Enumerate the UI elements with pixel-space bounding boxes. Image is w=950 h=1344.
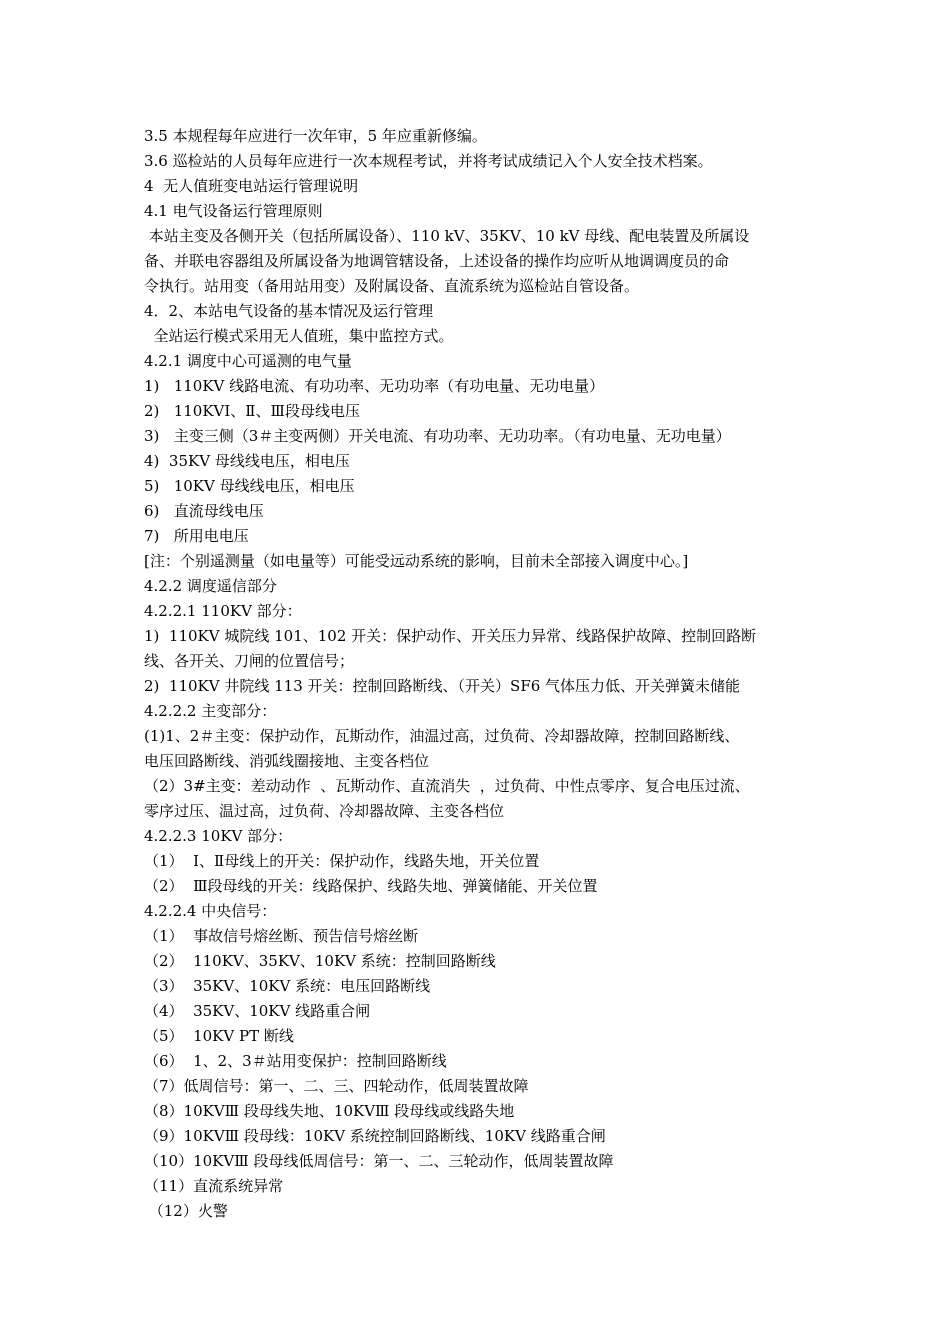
list-item: （1） 事故信号熔丝断、预告信号熔丝断 <box>144 927 419 945</box>
text-line: 零序过压、温过高，过负荷、冷却器故障、主变各档位 <box>144 802 505 820</box>
subsection-heading: 4.2.2.3 10KV 部分： <box>144 827 293 845</box>
list-item: 1) 110KV 线路电流、有功功率、无功功率（有功电量、无功电量） <box>144 377 605 395</box>
list-item: 7) 所用电电压 <box>144 527 249 545</box>
subsection-heading: 4.2.1 调度中心可遥测的电气量 <box>144 352 352 370</box>
list-item: 2) 110KV 井院线 113 开关：控制回路断线、（开关）SF6 气体压力低、开关弹簧未储能 <box>144 677 741 695</box>
list-item: （7）低周信号：第一、二、三、四轮动作，低周装置故障 <box>144 1077 529 1095</box>
list-item: （10）10KVⅢ 段母线低周信号：第一、二、三轮动作，低周装置故障 <box>144 1152 614 1170</box>
text-line: 令执行。站用变（备用站用变）及附属设备、直流系统为巡检站自管设备。 <box>144 277 640 295</box>
list-item: （2） Ⅲ段母线的开关：线路保护、线路失地、弹簧储能、开关位置 <box>144 877 598 895</box>
list-item: 2) 110KVⅠ、Ⅱ、Ⅲ段母线电压 <box>144 402 360 420</box>
subsection-heading: 4.2.2.1 110KV 部分： <box>144 602 302 620</box>
note-line: [注：个别遥测量（如电量等）可能受远动系统的影响，目前未全部接入调度中心。] <box>144 552 689 570</box>
list-item: （12）火警 <box>144 1202 228 1220</box>
text-line: 3.6 巡检站的人员每年应进行一次本规程考试，并将考试成绩记入个人安全技术档案。 <box>144 152 713 170</box>
subsection-heading: 4．2、本站电气设备的基本情况及运行管理 <box>144 302 434 320</box>
text-line: 3.5 本规程每年应进行一次年审，5 年应重新修编。 <box>144 127 487 145</box>
document-body <box>144 124 814 1224</box>
list-item: 4) 35KV 母线线电压，相电压 <box>144 452 350 470</box>
subsection-heading: 4.1 电气设备运行管理原则 <box>144 202 323 220</box>
subsection-heading: 4.2.2.2 主变部分： <box>144 702 277 720</box>
list-item: （3） 35KV、10KV 系统：电压回路断线 <box>144 977 431 995</box>
list-item: （2） 110KV、35KV、10KV 系统：控制回路断线 <box>144 952 496 970</box>
list-item: （6） 1、2、3＃站用变保护：控制回路断线 <box>144 1052 447 1070</box>
text-line: 全站运行模式采用无人值班，集中监控方式。 <box>144 327 454 345</box>
list-item: （9）10KVⅢ 段母线：10KV 系统控制回路断线、10KV 线路重合闸 <box>144 1127 606 1145</box>
list-item: 6) 直流母线电压 <box>144 502 264 520</box>
text-line: 电压回路断线、消弧线圈接地、主变各档位 <box>144 752 430 770</box>
section-heading: 4 无人值班变电站运行管理说明 <box>144 177 359 195</box>
text-line: 线、各开关、刀闸的位置信号； <box>144 652 355 670</box>
list-item: （2）3#主变：差动动作 、瓦斯动作、直流消失 ，过负荷、中性点零序、复合电压过流、 <box>144 777 750 795</box>
list-item: （5） 10KV PT 断线 <box>144 1027 294 1045</box>
list-item: （1） Ⅰ、Ⅱ母线上的开关：保护动作，线路失地，开关位置 <box>144 852 540 870</box>
list-item: 1) 110KV 城院线 101、102 开关：保护动作、开关压力异常、线路保护故障、控制回路断 <box>144 627 757 645</box>
text-line: 本站主变及各侧开关（包括所属设备）、110 kV、35KV、10 kV 母线、配电装置及所属设 <box>144 227 750 245</box>
list-item: 5) 10KV 母线线电压，相电压 <box>144 477 355 495</box>
list-item: 3) 主变三侧（3＃主变两侧）开关电流、有功功率、无功功率。（有功电量、无功电量） <box>144 427 731 445</box>
list-item: （8）10KVⅢ 段母线失地、10KVⅢ 段母线或线路失地 <box>144 1102 515 1120</box>
subsection-heading: 4.2.2.4 中央信号： <box>144 902 277 920</box>
list-item: （4） 35KV、10KV 线路重合闸 <box>144 1002 371 1020</box>
list-item: （11）直流系统异常 <box>144 1177 284 1195</box>
list-item: (1)1、2＃主变：保护动作，瓦斯动作，油温过高，过负荷、冷却器故障，控制回路断线、 <box>144 727 740 745</box>
text-line: 备、并联电容器组及所属设备为地调管辖设备，上述设备的操作均应听从地调调度员的命 <box>144 252 730 270</box>
subsection-heading: 4.2.2 调度遥信部分 <box>144 577 277 595</box>
